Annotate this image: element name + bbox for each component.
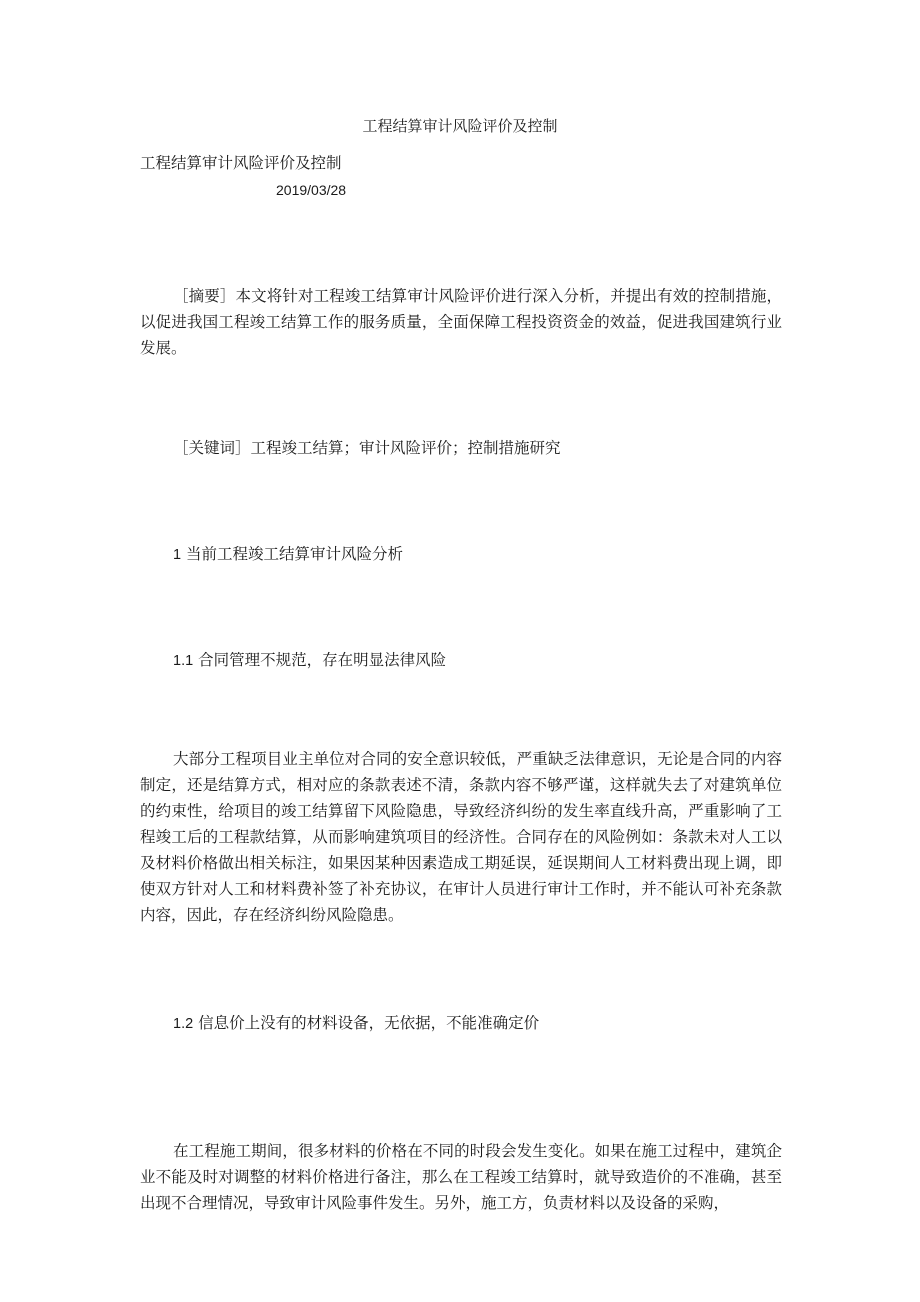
section-1-1-heading	[173, 649, 446, 672]
abstract-paragraph: ［摘要］本文将针对工程竣工结算审计风险评价进行深入分析，并提出有效的控制措施，以促进我国工程竣工结算工作的服务质量，全面保障工程投资资金的效益，促进我国建筑行业发展。	[140, 287, 782, 357]
publish-date: 2019/03/28	[276, 182, 347, 198]
document-title: 工程结算审计风险评价及控制	[362, 117, 558, 135]
section-1-2-heading	[173, 1012, 539, 1035]
section-1-heading	[173, 543, 403, 566]
section-heading-text: 信息价上没有的材料设备，无依据，不能准确定价	[198, 1014, 540, 1032]
section-1-2-body: 在工程施工期间，很多材料的价格在不同的时段会发生变化。如果在施工过程中，建筑企业不能及时对调整的材料价格进行备注，那么在工程竣工结算时，就导致造价的不准确，甚至出现不合理情况，导致审计风险事件发生。另外，施工方，负责材料以及设备的采购，	[140, 1142, 782, 1212]
section-number: 1	[173, 547, 182, 563]
section-number: 1.2	[173, 1016, 194, 1032]
section-1-1-body: 大部分工程项目业主单位对合同的安全意识较低，严重缺乏法律意识，无论是合同的内容制定，还是结算方式，相对应的条款表述不清，条款内容不够严谨，这样就失去了对建筑单位的约束性，给项目的竣工结算留下风险隐患，导致经济纠纷的发生率直线升高，严重影响了工程竣工后的工程款结算，从而影响建筑项目的经济性。合同存在的风险例如：条款未对人工以及材料价格做出相关标注，如果因某种因素造成工期延误，延误期间人工材料费出现上调，即使双方针对人工和材料费补签了补充协议，在审计人员进行审计工作时，并不能认可补充条款内容，因此，存在经济纠纷风险隐患。	[140, 750, 782, 924]
keywords-line: ［关键词］工程竣工结算；审计风险评价；控制措施研究	[173, 439, 561, 457]
document-subtitle: 工程结算审计风险评价及控制	[140, 154, 342, 172]
section-heading-text: 当前工程竣工结算审计风险分析	[186, 545, 404, 563]
section-number: 1.1	[173, 653, 194, 669]
section-heading-text: 合同管理不规范，存在明显法律风险	[198, 651, 447, 669]
